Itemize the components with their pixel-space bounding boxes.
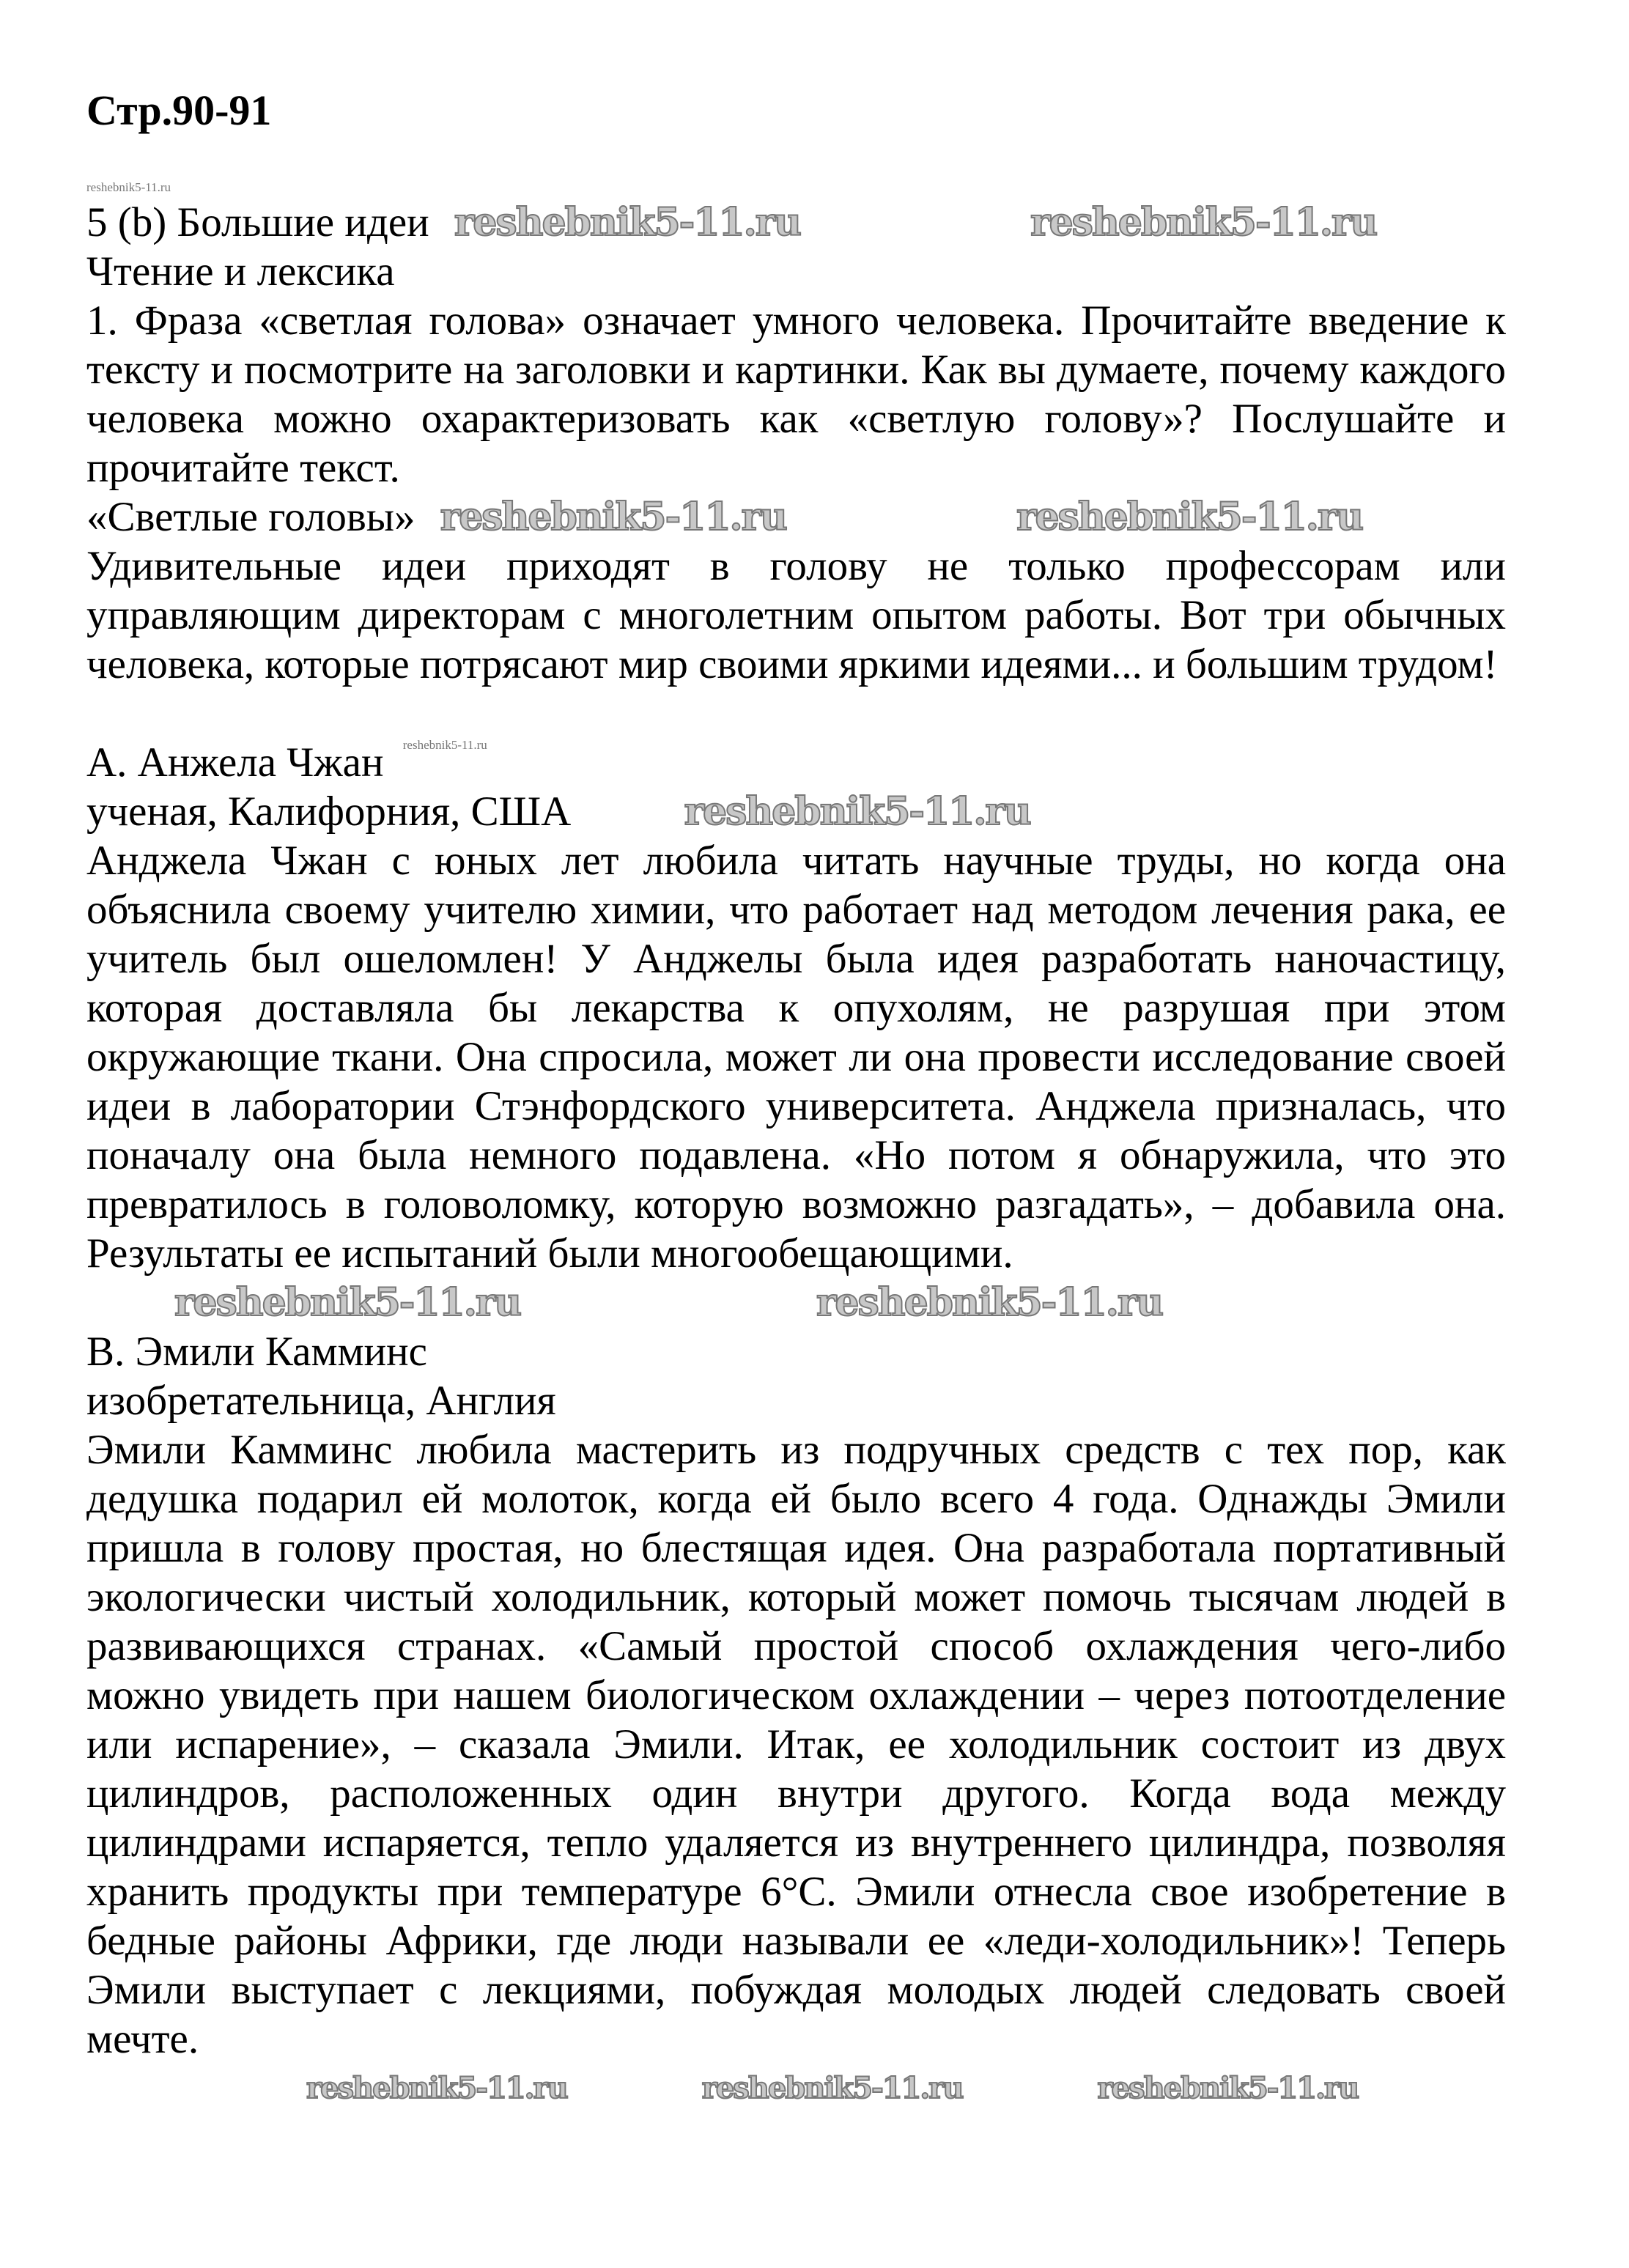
watermark: reshebnik5-11.ru [684, 789, 1030, 834]
intro-paragraph: Удивительные идеи приходят в голову не только профессорам или управляющим директорам с многолетним опытом работы. Вот три обычных человека, которые потрясают мир своими яркими идеями... и большим трудом! [86, 543, 1506, 687]
watermark: reshebnik5-11.ru [306, 2071, 567, 2105]
subsection-title: Чтение и лексика [86, 248, 395, 295]
section-title: 5 (b) Большие идеи [86, 199, 429, 245]
person-b-name: B. Эмили Камминс [86, 1329, 427, 1375]
watermark-small: reshebnik5-11.ru [402, 738, 487, 752]
watermark-row [86, 2064, 1506, 2113]
person-a-role: ученая, Калифорния, США [86, 788, 572, 835]
watermark: reshebnik5-11.ru [454, 200, 800, 245]
task-1-text: 1. Фраза «светлая голова» означает умного человека. Прочитайте введение к тексту и посмотрите на заголовки и картинки. Как вы думаете, почему каждого человека можно охарактеризовать как «светлую голову»? Послушайте и прочитайте текст. [86, 298, 1506, 491]
person-a-role-line [86, 787, 1506, 836]
watermark: reshebnik5-11.ru [1030, 200, 1377, 245]
watermark: reshebnik5-11.ru [174, 1280, 521, 1325]
person-a-name-line [86, 738, 1506, 787]
section-title-line [86, 198, 1506, 247]
watermark: reshebnik5-11.ru [440, 495, 786, 539]
watermark: reshebnik5-11.ru [701, 2071, 963, 2105]
watermark: reshebnik5-11.ru [1097, 2071, 1359, 2105]
watermark: reshebnik5-11.ru [816, 1280, 1163, 1325]
watermark-row [86, 1278, 1506, 1327]
text-title: «Светлые головы» [86, 494, 415, 540]
page-title: Стр.90-91 [86, 86, 272, 134]
watermark-small: reshebnik5-11.ru [86, 180, 171, 194]
watermark: reshebnik5-11.ru [1016, 495, 1363, 539]
person-a-name: A. Анжела Чжан [86, 739, 384, 786]
person-b-role: изобретательница, Англия [86, 1378, 556, 1424]
person-b-text: Эмили Камминс любила мастерить из подручных средств с тех пор, как дедушка подарил ей молоток, когда ей было всего 4 года. Однажды Эмили пришла в голову простая, но блестящая идея. Она разработала портативный экологически чистый холодильник, который может помочь тысячам людей в развивающихся странах. «Самый простой способ охлаждения чего-либо можно увидеть при нашем биологическом охлаждении – через потоотделение или испарение», – сказала Эмили. Итак, ее холодильник состоит из двух цилиндров, расположенных один внутри другого. Когда вода между цилиндрами испаряется, тепло удаляется из внутреннего цилиндра, позволяя хранить продукты при температуре 6°C. Эмили отнесла свое изобретение в бедные районы Африки, где люди называли ее «леди-холодильник»! Теперь Эмили выступает с лекциями, побуждая молодых людей следовать своей мечте. [86, 1427, 1506, 2062]
person-a-text: Анджела Чжан с юных лет любила читать научные труды, но когда она объяснила своему учителю химии, что работает над методом лечения рака, ее учитель был ошеломлен! У Анджелы была идея разработать наночастицу, которая доставляла бы лекарства к опухолям, не разрушая при этом окружающие ткани. Она спросила, может ли она провести исследование своей идеи в лаборатории Стэнфордского университета. Анджела призналась, что поначалу она была немного подавлена. «Но потом я обнаружила, что это превратилось в головоломку, которую возможно разгадать», – добавила она. Результаты ее испытаний были многообещающими. [86, 838, 1506, 1277]
text-title-line [86, 492, 1506, 542]
